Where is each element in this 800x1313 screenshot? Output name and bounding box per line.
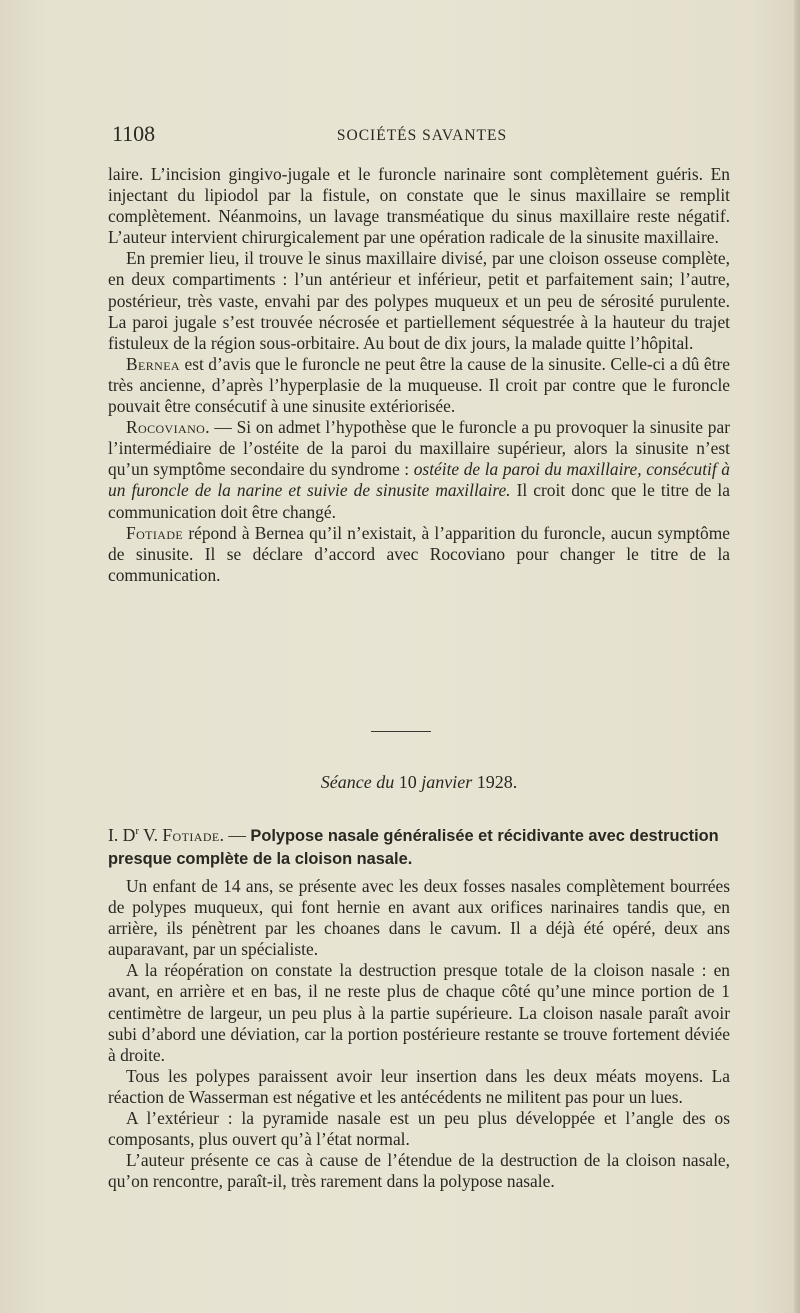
paragraph-text: Il croit donc que le titre de la communication doit être changé. <box>108 480 730 522</box>
article-paragraph: A l’extérieur : la pyramide nasale est un peu plus développée et l’angle des os composants, plus ouvert qu’à l’état normal. <box>108 1108 730 1150</box>
paragraph-text: . — Si on admet l’hypothèse que le furoncle a pu provoquer la sinusite par l’intermédiaire de l’ostéite de la paroi du maxillaire supérieur, alors la sinusite n’est qu’un symptôme secondaire du syndrome : <box>108 417 730 480</box>
session-year: 1928. <box>476 772 518 792</box>
article-paragraph: A la réopération on constate la destruction presque totale de la cloison nasale : en avant, en arrière et en bas, il ne reste plus de chaque côté qu’une mince portion de 1 centimètre de largeur, un peu plus à la partie supérieure. La cloison nasale paraît avoir subi d’abord une déviation, car la portion postérieure restante se trouve fortement déviée à droite. <box>108 960 730 1065</box>
discussion-section <box>108 164 730 586</box>
article-paragraph: Tous les polypes paraissent avoir leur insertion dans les deux méats moyens. La réaction de Wasserman est négative et les antécédents ne militent pas pour un lues. <box>108 1065 730 1107</box>
italic-text: ostéite de la paroi du maxillaire, consécutif à un furoncle de la narine et suivie de sinusite maxillaire. <box>108 459 731 501</box>
discussion-paragraph <box>108 523 730 586</box>
paragraph-text: laire. L’incision gingivo-jugale et le furoncle narinaire sont complètement guéris. En injectant du lipiodol par la fistule, on constate que le sinus maxillaire se remplit complètement. Néanmoins, un lavage transméatique du sinus maxillaire reste négatif. L’auteur intervient chirurgicalement par une opération radicale de la sinusite maxillaire. <box>108 164 730 248</box>
page-number: 1108 <box>112 121 156 146</box>
page-edge <box>794 0 800 1313</box>
discussion-paragraph <box>108 248 730 353</box>
running-head: SOCIÉTÉS SAVANTES <box>336 127 508 144</box>
discussion-paragraph <box>108 164 730 248</box>
author-initial: V. <box>139 824 163 845</box>
author-name: Fotiade <box>162 824 220 845</box>
article-number: I. D <box>108 824 136 845</box>
speaker-name: Fotiade <box>126 522 184 543</box>
speaker-name: Rocoviano <box>126 417 206 438</box>
article-heading: Polypose nasale généralisée et récidivante avec destruction presque complète de la cloison nasale. <box>108 826 719 868</box>
article-paragraph: Un enfant de 14 ans, se présente avec les deux fosses nasales complètement bourrées de polypes muqueux, qui font hernie en avant aux orifices narinaires tandis que, en arrière, ils pénètrent par les choanes dans le cavum. Il a déjà été opéré, deux ans auparavant, par un spécialiste. <box>108 876 730 960</box>
paragraph-text: En premier lieu, il trouve le sinus maxillaire divisé, par une cloison osseuse complète, en deux compartiments : l’un antérieur et inférieur, petit et parfaitement sain; l’autre, postérieur, très vaste, envahi par des polypes muqueux et un peu de sérosité purulente. La paroi jugale s’est trouvée nécrosée et partiellement séquestrée à la hauteur du trajet fistuleux de la région sous-orbitaire. Au bout de dix jours, la malade quitte l’hôpital. <box>108 248 730 353</box>
session-heading <box>108 772 730 793</box>
paragraph-text: répond à Bernea qu’il n’existait, à l’apparition du furoncle, aucun symptôme de sinusite. Il se déclare d’accord avec Rocoviano pour changer le titre de la communication. <box>108 522 730 585</box>
article-title <box>108 820 730 870</box>
article-paragraph: L’auteur présente ce cas à cause de l’étendue de la destruction de la cloison nasale, qu’on rencontre, paraît-il, très rarement dans la polypose nasale. <box>108 1150 730 1192</box>
title-dash: . — <box>219 824 251 845</box>
article-body <box>108 876 730 1192</box>
discussion-paragraph <box>108 417 730 522</box>
session-day: 10 <box>398 772 417 792</box>
discussion-paragraph <box>108 354 730 417</box>
paragraph-text: est d’avis que le furoncle ne peut être la cause de la sinusite. Celle-ci a dû être très ancienne, d’après l’hyperplasie de la muqueuse. Il croit par contre que le furoncle pouvait être consécutif à une sinusite extériorisée. <box>108 353 730 417</box>
page-header <box>112 121 732 151</box>
section-divider <box>371 731 431 732</box>
session-prefix: Séance du <box>320 772 399 792</box>
speaker-name: Bernea <box>126 353 180 374</box>
title-superscript: r <box>135 825 140 837</box>
session-month: janvier <box>416 772 477 792</box>
